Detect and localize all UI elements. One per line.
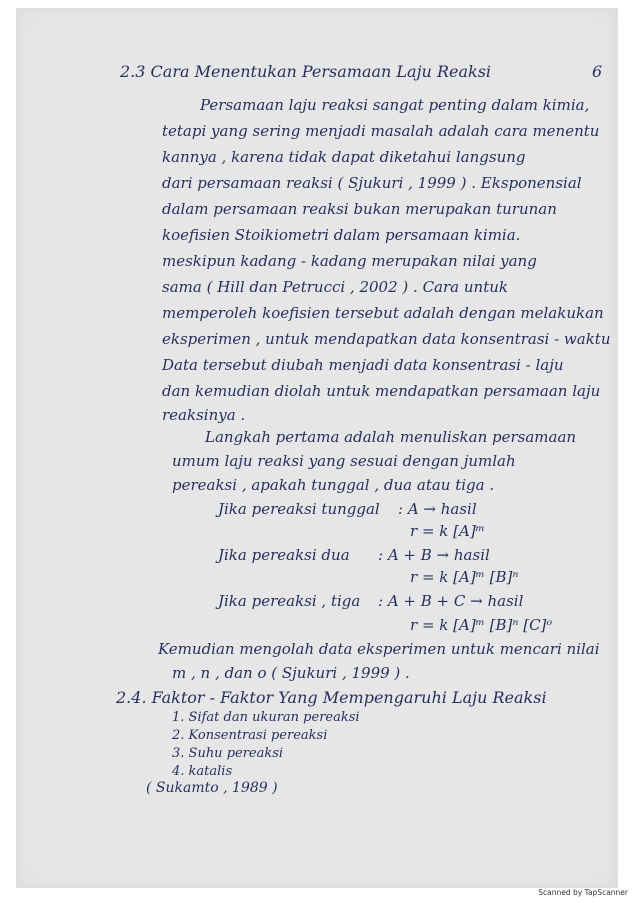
text-line: umum laju reaksi yang sesuai dengan jumlah — [172, 452, 516, 470]
case-rate-law: r = k [A]ᵐ [B]ⁿ [C]ᵒ — [410, 616, 553, 634]
list-item: 1. Sifat dan ukuran pereaksi — [172, 710, 360, 725]
text-line: kannya , karena tidak dapat diketahui langsung — [162, 148, 526, 166]
case-reaction: : A + B → hasil — [378, 546, 490, 564]
text-line: koefisien Stoikiometri dalam persamaan kimia. — [162, 226, 521, 244]
citation: ( Sukamto , 1989 ) — [146, 780, 278, 796]
case-label: Jika pereaksi tunggal — [218, 500, 380, 518]
case-label: Jika pereaksi dua — [218, 546, 350, 564]
case-rate-law: r = k [A]ᵐ — [410, 522, 485, 540]
text-line: m , n , dan o ( Sjukuri , 1999 ) . — [172, 664, 410, 682]
case-reaction: : A + B + C → hasil — [378, 592, 524, 610]
text-line: memperoleh koefisien tersebut adalah dengan melakukan — [162, 304, 604, 322]
text-line: dari persamaan reaksi ( Sjukuri , 1999 ) . Eksponensial — [162, 174, 582, 192]
text-line: tetapi yang sering menjadi masalah adalah cara menentu — [162, 122, 600, 140]
list-item: 2. Konsentrasi pereaksi — [172, 728, 328, 743]
handwritten-page — [16, 8, 618, 888]
text-line: dan kemudian diolah untuk mendapatkan persamaan laju — [162, 382, 601, 400]
text-line: Kemudian mengolah data eksperimen untuk mencari nilai — [158, 640, 600, 658]
case-rate-law: r = k [A]ᵐ [B]ⁿ — [410, 568, 519, 586]
text-line: Data tersebut diubah menjadi data konsentrasi - laju — [162, 356, 564, 374]
case-label: Jika pereaksi , tiga — [218, 592, 361, 610]
text-line: pereaksi , apakah tunggal , dua atau tiga . — [172, 476, 495, 494]
text-line: dalam persamaan reaksi bukan merupakan turunan — [162, 200, 557, 218]
text-line: reaksinya . — [162, 406, 246, 424]
section-2-4-heading: 2.4. Faktor - Faktor Yang Mempengaruhi Laju Reaksi — [116, 688, 547, 707]
scanner-footer: Scanned by TapScanner — [538, 888, 628, 897]
case-reaction: : A → hasil — [398, 500, 477, 518]
section-2-3-heading: 2.3 Cara Menentukan Persamaan Laju Reaksi — [120, 62, 492, 81]
text-line: meskipun kadang - kadang merupakan nilai yang — [162, 252, 537, 270]
list-item: 4. katalis — [172, 764, 233, 779]
list-item: 3. Suhu pereaksi — [172, 746, 284, 761]
page-number: 6 — [592, 62, 603, 81]
text-line: Persamaan laju reaksi sangat penting dalam kimia, — [200, 96, 590, 114]
text-line: eksperimen , untuk mendapatkan data konsentrasi - waktu — [162, 330, 611, 348]
text-line: sama ( Hill dan Petrucci , 2002 ) . Cara untuk — [162, 278, 508, 296]
text-line: Langkah pertama adalah menuliskan persamaan — [205, 428, 577, 446]
